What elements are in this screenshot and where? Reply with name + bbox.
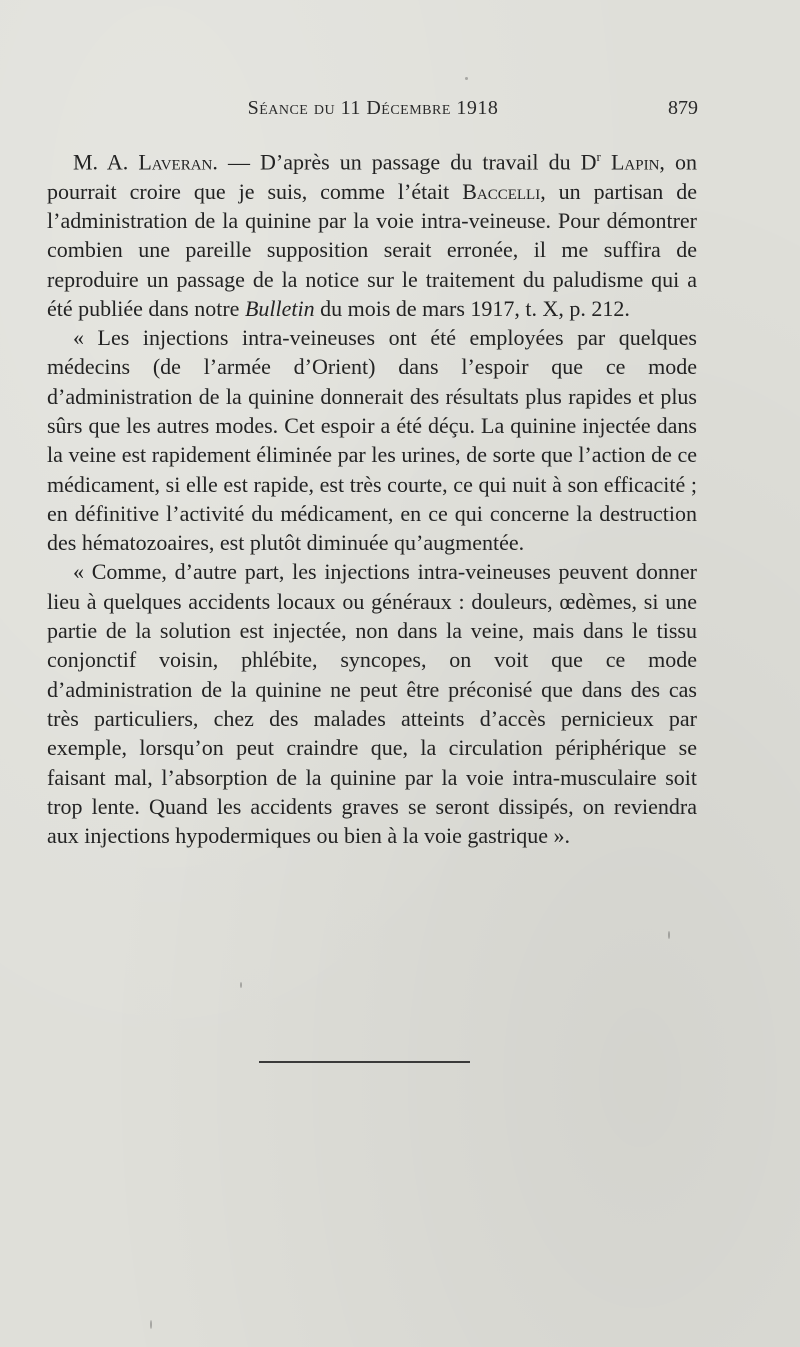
paragraph-quote-1: « Les injections intra-veineuses ont été employées par quelques médecins (de l’armée d’Orient) dans l’espoir que ce mode d’administration de la quinine donnerait des résultats plus rapides et plus sûrs que les autres modes. Cet espoir a été déçu. La quinine injectée dans la veine est rapidement éliminée par les urines, de sorte que l’action de ce médicament, si elle est rapide, est très courte, ce qui nuit à son efficacité ; en définitive l’activité du médicament, en ce qui concerne la destruction des hématozoaires, est plutôt diminuée qu’augmentée. — [47, 325, 697, 556]
paragraph-text: , un partisan de l’administration de la quinine par la voie intra-veineuse. Pour démontrer combien une pareille supposition serait erronée, il me suffira de reproduire un passage de la notice sur le traitement du paludisme qui a été publiée dans notre — [47, 178, 698, 321]
body-text — [47, 142, 697, 850]
paragraph-quote-2: « Comme, d’autre part, les injections intra-veineuses peuvent donner lieu à quelques accidents locaux ou généraux : douleurs, œdèmes, si une partie de la solution est injectée, non dans la veine, mais dans le tissu conjonctif voisin, phlébite, syncopes, on voit que ce mode d’administration de la quinine ne peut être préconisé que dans des cas très particuliers, chez des malades atteints d’accès pernicieux par exemple, lorsqu’on peut craindre que, la circulation périphérique se faisant mal, l’absorption de la quinine par la voie intra-musculaire soit trop lente. Quand les accidents graves se seront dissipés, on reviendra aux injections hypodermiques ou bien à la voie gastrique ». — [47, 559, 697, 849]
paragraph-text: du mois de mars 1917, t. X, p. 212. — [314, 295, 630, 321]
paper-speck — [150, 1320, 152, 1329]
author-name-lapin: Lapin — [610, 149, 660, 175]
running-head — [48, 97, 698, 127]
speaker-name: M. A. Laveran. — [73, 149, 218, 175]
author-name-baccelli: Baccelli — [462, 178, 541, 204]
paragraph-text: , on pourrait croire que je suis, comme l’était — [47, 149, 697, 204]
paper-speck — [668, 931, 670, 939]
journal-title: Bulletin — [244, 295, 315, 321]
superscript: r — [596, 149, 601, 164]
end-rule — [259, 1061, 470, 1063]
page-number: 879 — [668, 97, 698, 119]
paragraph-text: — D’après un passage du travail du D — [217, 149, 597, 175]
paragraph-laveran — [47, 142, 697, 323]
running-title: Séance du 11 Décembre 1918 — [247, 97, 499, 119]
paper-speck — [240, 982, 242, 988]
paper-speck — [465, 77, 468, 80]
